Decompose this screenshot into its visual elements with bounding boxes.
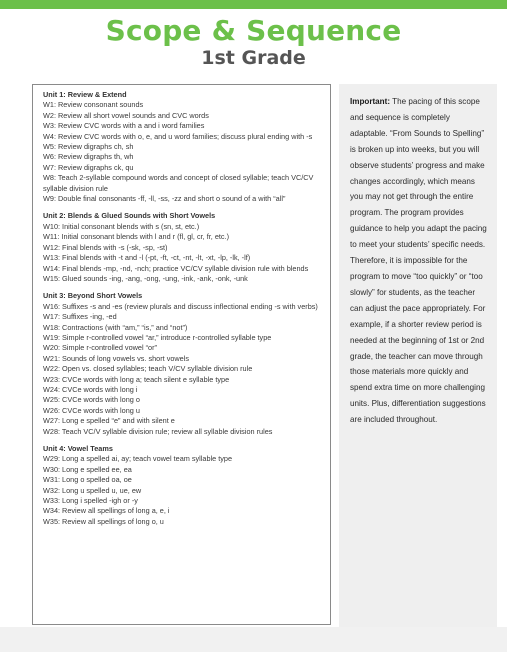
- page-subtitle: 1st Grade: [201, 47, 306, 69]
- week-item: W35: Review all spellings of long o, u: [43, 516, 164, 526]
- unit-2: [43, 211, 324, 284]
- week-item: W15: Glued sounds -ing, -ang, -ong, -ung, -ink, -ank, -onk, -unk: [43, 273, 248, 283]
- note-text: The pacing of this scope and sequence is completely adaptable. “From Sounds to Spelling” is broken up into weeks, but you will observe students’ progress and make changes accordingly, which means you may not get through the entire program. The program provides guidance to help you adapt the pacing to meet your students’ specific needs. Therefore, it is impossible for the program to move “too quickly” or “too slowly” for students, as the teacher can adjust the pace appropriately. For example, if a shorter review period is needed at the beginning of 1st or 2nd grade, the teacher can move through those materials more quickly and spend extra time on more challenging units. Plus, differentiation suggestions are included throughout.: [350, 97, 487, 425]
- week-item: W3: Review CVC words with a and i word families: [43, 121, 205, 131]
- week-item: W10: Initial consonant blends with s (sn, st, etc.): [43, 221, 200, 231]
- unit-title: Unit 4: Vowel Teams: [43, 444, 113, 453]
- week-item: W9: Double final consonants -ff, -ll, -ss, -zz and short o sound of a with “all”: [43, 194, 286, 204]
- pacing-note-box: [339, 84, 497, 629]
- footer-bar: [0, 627, 507, 652]
- week-item: W21: Sounds of long vowels vs. short vowels: [43, 353, 190, 363]
- week-item: W25: CVCe words with long o: [43, 395, 140, 405]
- week-item: W12: Final blends with -s (-sk, -sp, -st): [43, 242, 168, 252]
- week-item: W33: Long i spelled -igh or -y: [43, 496, 138, 506]
- unit-3: [43, 291, 324, 437]
- week-item: W29: Long a spelled ai, ay; teach vowel team syllable type: [43, 454, 233, 464]
- week-item: W27: Long e spelled “e” and with silent e: [43, 416, 175, 426]
- week-item: W20: Simple r-controlled vowel “or”: [43, 343, 157, 353]
- week-item: W18: Contractions (with “am,” “is,” and “not”): [43, 322, 188, 332]
- unit-title: Unit 1: Review & Extend: [43, 90, 127, 99]
- pacing-note: [350, 94, 489, 428]
- week-item: W22: Open vs. closed syllables; teach V/CV syllable division rule: [43, 364, 253, 374]
- scope-sequence-box: [32, 84, 331, 625]
- week-item: W2: Review all short vowel sounds and CVC words: [43, 110, 209, 120]
- week-item: W8: Teach 2-syllable compound words and concept of closed syllable; teach VC/CV syllable division rule: [43, 173, 314, 193]
- week-item: W23: CVCe words with long a; teach silent e syllable type: [43, 374, 230, 384]
- week-item: W6: Review digraphs th, wh: [43, 152, 134, 162]
- week-item: W5: Review digraphs ch, sh: [43, 142, 134, 152]
- week-item: W1: Review consonant sounds: [43, 100, 144, 110]
- unit-title: Unit 2: Blends & Glued Sounds with Short Vowels: [43, 211, 216, 221]
- top-accent-bar: [0, 0, 507, 9]
- week-item: W26: CVCe words with long u: [43, 405, 140, 415]
- unit-1: [43, 90, 324, 204]
- week-item: W16: Suffixes -s and -es (review plurals and discuss inflectional ending -s with verbs): [43, 301, 318, 311]
- week-item: W7: Review digraphs ck, qu: [43, 162, 134, 172]
- week-item: W24: CVCe words with long i: [43, 384, 138, 394]
- week-item: W17: Suffixes -ing, -ed: [43, 312, 117, 322]
- week-item: W11: Initial consonant blends with l and r (fl, gl, cr, fr, etc.): [43, 232, 230, 242]
- week-item: W31: Long o spelled oa, oe: [43, 475, 132, 485]
- week-item: W30: Long e spelled ee, ea: [43, 464, 132, 474]
- unit-title: Unit 3: Beyond Short Vowels: [43, 291, 143, 301]
- unit-4: [43, 444, 324, 527]
- week-item: W4: Review CVC words with o, e, and u word families; discuss plural ending with -s: [43, 131, 313, 141]
- note-label: Important:: [350, 97, 391, 106]
- week-item: W34: Review all spellings of long a, e, i: [43, 506, 170, 516]
- week-item: W28: Teach VC/V syllable division rule; review all syllable division rules: [43, 426, 273, 436]
- week-item: W19: Simple r-controlled vowel “ar,” introduce r-controlled syllable type: [43, 332, 272, 342]
- week-item: W14: Final blends -mp, -nd, -nch; practice VC/CV syllable division rule with blends: [43, 263, 309, 273]
- week-item: W32: Long u spelled u, ue, ew: [43, 485, 142, 495]
- week-item: W13: Final blends with -t and -l (-pt, -ft, -ct, -nt, -lt, -xt, -lp, -lk, -lf): [43, 253, 251, 263]
- page-title: Scope & Sequence: [105, 14, 402, 47]
